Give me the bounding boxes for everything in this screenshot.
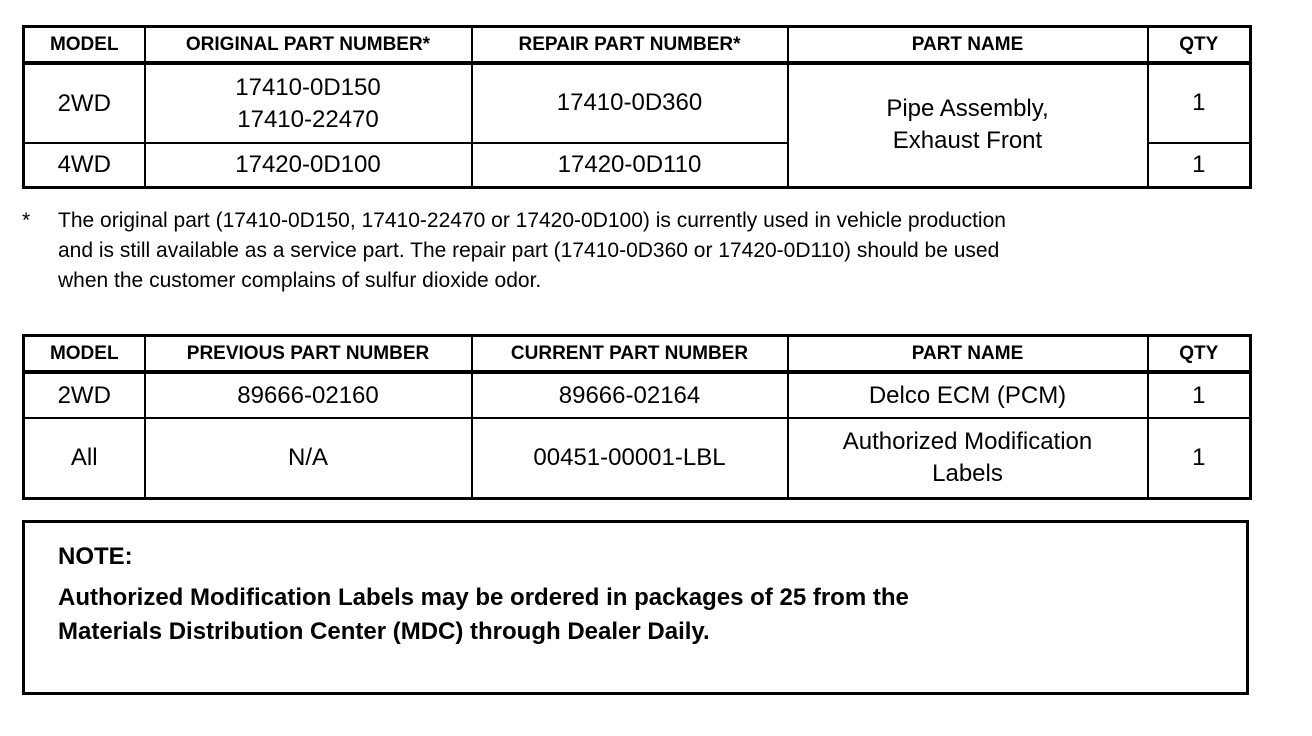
original-part-cell — [145, 63, 472, 143]
model-cell: All — [24, 418, 145, 498]
model-cell: 4WD — [24, 143, 145, 187]
part-name-cell: Delco ECM (PCM) — [788, 372, 1148, 418]
original-part-number: 17410-0D150 — [235, 73, 381, 101]
part-name-cell — [788, 418, 1148, 498]
qty-cell: 1 — [1148, 63, 1251, 143]
footnote-line: and is still available as a service part. The repair part (17410-0D360 or 17420-0D110) should be used — [58, 239, 1000, 262]
header-qty: QTY — [1148, 336, 1251, 373]
table-header-row — [24, 27, 1251, 64]
header-model: MODEL — [24, 27, 145, 64]
previous-part-cell: N/A — [145, 418, 472, 498]
note-body — [58, 581, 1208, 649]
note-line: Authorized Modification Labels may be ordered in packages of 25 from the — [58, 584, 909, 611]
part-name-cell — [788, 63, 1148, 187]
repair-part-cell: 17420-0D110 — [472, 143, 788, 187]
footnote-marker: * — [22, 209, 31, 232]
table-row — [24, 372, 1251, 418]
header-original-part-number: ORIGINAL PART NUMBER* — [145, 27, 472, 64]
header-qty: QTY — [1148, 27, 1251, 64]
repair-part-cell: 17410-0D360 — [472, 63, 788, 143]
part-name-line: Labels — [932, 459, 1003, 487]
part-name-line: Authorized Modification — [842, 427, 1093, 455]
qty-cell: 1 — [1148, 143, 1251, 187]
previous-part-cell: 89666-02160 — [145, 372, 472, 418]
original-part-number: 17410-22470 — [237, 105, 379, 133]
table-header-row — [24, 336, 1251, 373]
footnote-line: The original part (17410-0D150, 17410-22470 or 17420-0D100) is currently used in vehicle production — [58, 209, 1006, 232]
note-box — [22, 520, 1249, 695]
note-title: NOTE: — [58, 543, 133, 570]
header-current-part-number: CURRENT PART NUMBER — [472, 336, 788, 373]
header-model: MODEL — [24, 336, 145, 373]
ecm-parts-table — [22, 334, 1252, 500]
part-name-line: Pipe Assembly, — [886, 95, 1049, 123]
repair-parts-table — [22, 25, 1252, 189]
qty-cell: 1 — [1148, 372, 1251, 418]
header-previous-part-number: PREVIOUS PART NUMBER — [145, 336, 472, 373]
current-part-cell: 00451-00001-LBL — [472, 418, 788, 498]
note-line: Materials Distribution Center (MDC) through Dealer Daily. — [58, 618, 710, 645]
header-repair-part-number: REPAIR PART NUMBER* — [472, 27, 788, 64]
footnote-line: when the customer complains of sulfur dioxide odor. — [58, 269, 542, 292]
original-part-cell: 17420-0D100 — [145, 143, 472, 187]
model-cell: 2WD — [24, 63, 145, 143]
footnote-text — [58, 206, 1258, 296]
qty-cell: 1 — [1148, 418, 1251, 498]
table-row — [24, 63, 1251, 143]
header-part-name: PART NAME — [788, 27, 1148, 64]
header-part-name: PART NAME — [788, 336, 1148, 373]
part-name-line: Exhaust Front — [892, 127, 1043, 155]
current-part-cell: 89666-02164 — [472, 372, 788, 418]
model-cell: 2WD — [24, 372, 145, 418]
table-row — [24, 418, 1251, 498]
